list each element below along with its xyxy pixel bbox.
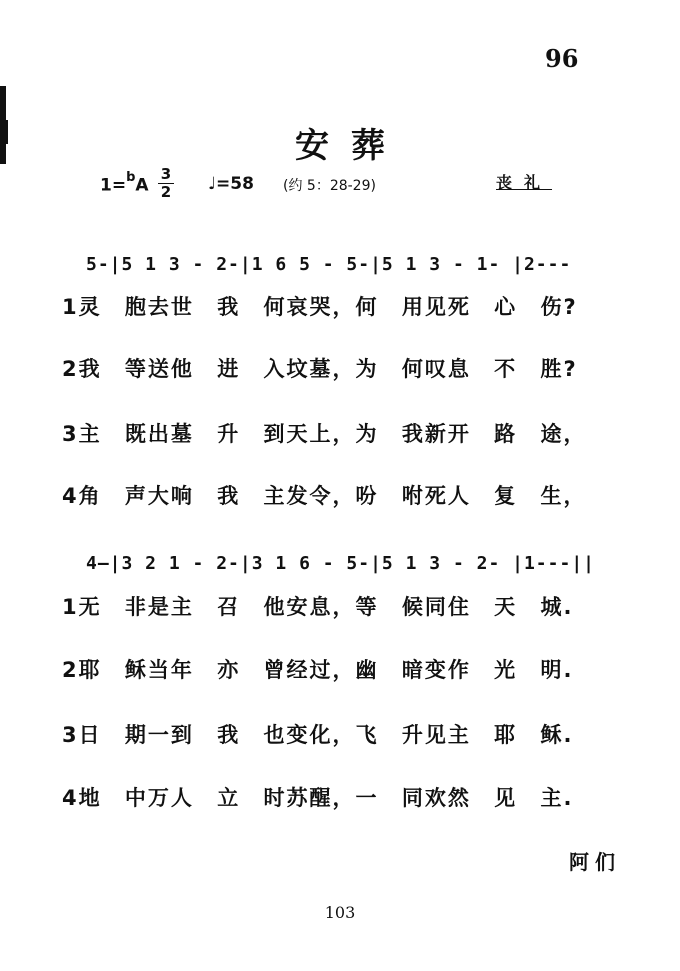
lyric-line: 1无 非是主 召 他安息，等 候同住 天 城. [62,595,574,619]
hymn-number: 96 [545,44,579,73]
scripture-reference: (约 5：28-29) [283,178,376,194]
notation-line-2: 4—|3 2 1 - 2-|3 1 6 - 5-|5 1 3 - 2- |1---|| [86,553,595,574]
lyric-line: 3日 期一到 我 也变化，飞 升见主 耶 稣. [62,723,574,747]
amen-text: 阿们 [569,850,621,874]
occasion-label: 丧礼 [496,173,553,192]
time-signature-top: 3 [160,165,172,183]
lyric-line: 3主 既出墓 升 到天上，为 我新开 路 途， [62,422,587,446]
lyric-line: 4角 声大响 我 主发令，吩 咐死人 复 生， [62,484,587,508]
time-signature-bottom: 2 [158,183,174,201]
lyric-line: 1灵 胞去世 我 何哀哭，何 用见死 心 伤? [62,295,578,319]
tempo-marking: ♩=58 [208,174,254,194]
notation-line-1: 5-|5 1 3 - 2-|1 6 5 - 5-|5 1 3 - 1- |2--- [86,254,572,275]
hymn-title: 安葬 [295,126,407,166]
lyric-line: 2耶 稣当年 亦 曾经过，幽 暗变作 光 明. [62,658,574,682]
key-signature: 1=$^b$A [100,170,149,196]
time-signature [158,166,174,201]
lyric-line: 2我 等送他 进 入坟墓，为 何叹息 不 胜? [62,357,578,381]
footer-page-number: 103 [324,903,356,922]
lyric-line: 4地 中万人 立 时苏醒，一 同欢然 见 主. [62,786,574,810]
